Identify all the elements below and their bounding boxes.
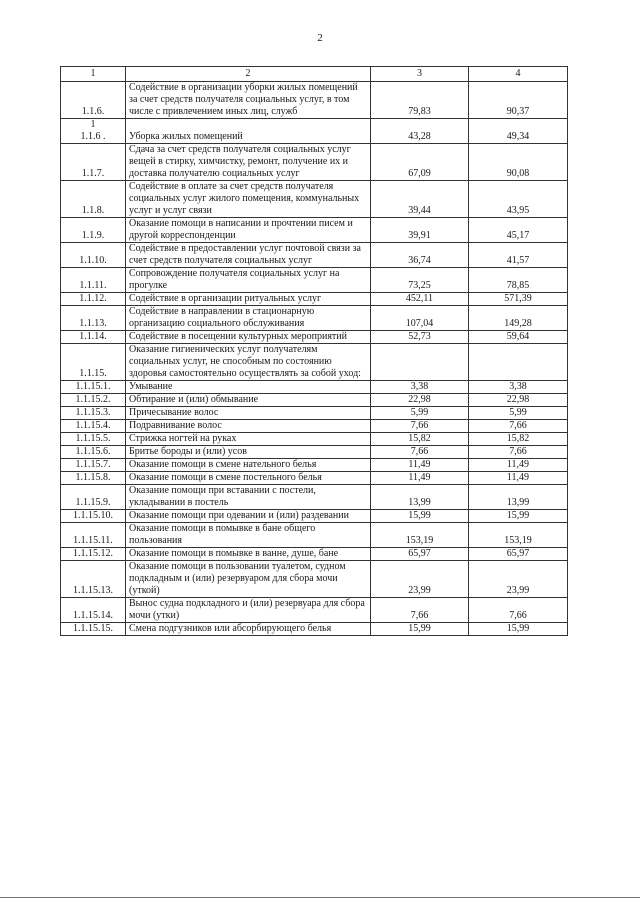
service-name: Смена подгузников или абсорбирующего белья [126, 623, 371, 636]
tariff-value-col-3: 22,98 [371, 394, 469, 407]
row-number: 1.1.15.13. [61, 561, 126, 598]
table-row [61, 485, 568, 510]
tariff-value-col-3: 7,66 [371, 420, 469, 433]
table-row [61, 144, 568, 181]
row-number [61, 119, 126, 144]
table-row [61, 344, 568, 381]
tariff-value-col-3: 3,38 [371, 381, 469, 394]
table-row [61, 433, 568, 446]
row-number: 1.1.15.10. [61, 510, 126, 523]
tariff-value-col-3: 36,74 [371, 243, 469, 268]
table-row [61, 420, 568, 433]
table-row [61, 381, 568, 394]
row-number: 1.1.6. [61, 82, 126, 119]
tariff-value-col-4: 90,37 [469, 82, 568, 119]
row-number: 1.1.7. [61, 144, 126, 181]
tariff-value-col-3: 15,99 [371, 623, 469, 636]
tariff-value-col-4: 15,99 [469, 510, 568, 523]
tariff-value-col-3: 39,91 [371, 218, 469, 243]
service-name: Уборка жилых помещений [126, 119, 371, 144]
tariff-value-col-4: 65,97 [469, 548, 568, 561]
service-name: Оказание помощи в написании и прочтении писем и другой корреспонденции [126, 218, 371, 243]
service-name: Оказание помощи при одевании и (или) раздевании [126, 510, 371, 523]
service-name: Умывание [126, 381, 371, 394]
row-number: 1.1.15.9. [61, 485, 126, 510]
tariff-value-col-3: 153,19 [371, 523, 469, 548]
service-name: Стрижка ногтей на руках [126, 433, 371, 446]
row-number: 1.1.15.15. [61, 623, 126, 636]
bottom-rule [0, 897, 640, 898]
service-name: Сопровождение получателя социальных услуг на прогулке [126, 268, 371, 293]
tariff-value-col-3: 452,11 [371, 293, 469, 306]
tariff-value-col-3: 73,25 [371, 268, 469, 293]
service-name: Оказание помощи в смене нательного белья [126, 459, 371, 472]
row-number: 1.1.13. [61, 306, 126, 331]
tariff-value-col-4: 23,99 [469, 561, 568, 598]
row-number: 1.1.15.7. [61, 459, 126, 472]
service-name: Сдача за счет средств получателя социальных услуг вещей в стирку, химчистку, ремонт, получение их и доставка получателю социальных услуг [126, 144, 371, 181]
tariff-value-col-4: 149,28 [469, 306, 568, 331]
tariff-value-col-3: 13,99 [371, 485, 469, 510]
service-name: Содействие в посещении культурных мероприятий [126, 331, 371, 344]
table-row [61, 407, 568, 420]
tariff-value-col-4 [469, 344, 568, 381]
header-col-2: 2 [126, 67, 371, 82]
tariff-value-col-4: 15,82 [469, 433, 568, 446]
tariff-table [60, 66, 568, 636]
service-name: Содействие в оплате за счет средств получателя социальных услуг жилого помещения, коммунальных услуг и услуг связи [126, 181, 371, 218]
table-row [61, 268, 568, 293]
row-number: 1.1.15.2. [61, 394, 126, 407]
tariff-value-col-3: 15,82 [371, 433, 469, 446]
row-number: 1.1.15.14. [61, 598, 126, 623]
service-name: Вынос судна подкладного и (или) резервуара для сбора мочи (утки) [126, 598, 371, 623]
tariff-value-col-4: 59,64 [469, 331, 568, 344]
service-name: Содействие в организации уборки жилых помещений за счет средств получателя социальных услуг, в том числе с привлечением иных лиц, служб [126, 82, 371, 119]
tariff-value-col-4: 49,34 [469, 119, 568, 144]
tariff-value-col-3: 11,49 [371, 459, 469, 472]
row-number: 1.1.15.6. [61, 446, 126, 459]
table-row [61, 548, 568, 561]
service-name: Подравнивание волос [126, 420, 371, 433]
table-row [61, 598, 568, 623]
tariff-value-col-4: 22,98 [469, 394, 568, 407]
table-row [61, 306, 568, 331]
tariff-value-col-3: 11,49 [371, 472, 469, 485]
service-name: Обтирание и (или) обмывание [126, 394, 371, 407]
table-row [61, 459, 568, 472]
table-row [61, 293, 568, 306]
row-number: 1.1.15.3. [61, 407, 126, 420]
tariff-value-col-4: 7,66 [469, 420, 568, 433]
header-col-4: 4 [469, 67, 568, 82]
table-row [61, 510, 568, 523]
table-row [61, 561, 568, 598]
row-number: 1.1.15.8. [61, 472, 126, 485]
tariff-value-col-4: 45,17 [469, 218, 568, 243]
table-row [61, 181, 568, 218]
tariff-value-col-4: 5,99 [469, 407, 568, 420]
table-row [61, 82, 568, 119]
row-number: 1.1.15.4. [61, 420, 126, 433]
service-name: Содействие в предоставлении услуг почтовой связи за счет средств получателя социальных услуг [126, 243, 371, 268]
table-row [61, 218, 568, 243]
service-name: Оказание помощи в пользовании туалетом, судном подкладным и (или) резервуаром для сбора мочи (уткой) [126, 561, 371, 598]
tariff-value-col-4: 7,66 [469, 598, 568, 623]
table-row [61, 623, 568, 636]
table-row [61, 331, 568, 344]
tariff-value-col-4: 41,57 [469, 243, 568, 268]
service-name: Содействие в направлении в стационарную организацию социального обслуживания [126, 306, 371, 331]
service-name: Причесывание волос [126, 407, 371, 420]
service-name: Оказание помощи при вставании с постели, укладывании в постель [126, 485, 371, 510]
row-number-line: 1.1.6 . [80, 131, 106, 142]
service-name: Оказание помощи в помывке в ванне, душе, бане [126, 548, 371, 561]
tariff-value-col-4: 90,08 [469, 144, 568, 181]
tariff-value-col-4: 7,66 [469, 446, 568, 459]
tariff-value-col-4: 153,19 [469, 523, 568, 548]
tariff-value-col-4: 11,49 [469, 459, 568, 472]
row-number: 1.1.15.1. [61, 381, 126, 394]
service-name: Оказание помощи в помывке в бане общего пользования [126, 523, 371, 548]
table-row [61, 394, 568, 407]
tariff-value-col-3: 15,99 [371, 510, 469, 523]
row-number: 1.1.9. [61, 218, 126, 243]
tariff-value-col-3: 67,09 [371, 144, 469, 181]
table-row [61, 446, 568, 459]
tariff-value-col-4: 3,38 [469, 381, 568, 394]
tariff-value-col-4: 43,95 [469, 181, 568, 218]
tariff-value-col-4: 78,85 [469, 268, 568, 293]
tariff-value-col-3: 79,83 [371, 82, 469, 119]
table-row [61, 472, 568, 485]
row-number: 1.1.15.12. [61, 548, 126, 561]
service-name: Оказание гигиенических услуг получателям социальных услуг, не способным по состоянию здоровья самостоятельно осуществлять за собой уход: [126, 344, 371, 381]
tariff-value-col-3: 7,66 [371, 446, 469, 459]
row-number: 1.1.12. [61, 293, 126, 306]
tariff-value-col-4: 13,99 [469, 485, 568, 510]
table-row [61, 243, 568, 268]
row-number: 1.1.8. [61, 181, 126, 218]
header-col-3: 3 [371, 67, 469, 82]
service-name: Оказание помощи в смене постельного белья [126, 472, 371, 485]
table-row [61, 119, 568, 144]
tariff-value-col-4: 571,39 [469, 293, 568, 306]
tariff-value-col-3: 52,73 [371, 331, 469, 344]
header-col-1: 1 [61, 67, 126, 82]
row-number-line: 1 [90, 119, 96, 130]
service-name: Содействие в организации ритуальных услуг [126, 293, 371, 306]
tariff-value-col-3 [371, 344, 469, 381]
tariff-value-col-4: 11,49 [469, 472, 568, 485]
tariff-value-col-3: 7,66 [371, 598, 469, 623]
tariff-table-body [61, 67, 568, 636]
row-number: 1.1.15. [61, 344, 126, 381]
row-number: 1.1.11. [61, 268, 126, 293]
tariff-value-col-4: 15,99 [469, 623, 568, 636]
row-number: 1.1.10. [61, 243, 126, 268]
service-name: Бритье бороды и (или) усов [126, 446, 371, 459]
tariff-value-col-3: 39,44 [371, 181, 469, 218]
row-number: 1.1.14. [61, 331, 126, 344]
row-number: 1.1.15.5. [61, 433, 126, 446]
table-header-row [61, 67, 568, 82]
tariff-value-col-3: 65,97 [371, 548, 469, 561]
tariff-value-col-3: 43,28 [371, 119, 469, 144]
tariff-value-col-3: 23,99 [371, 561, 469, 598]
table-row [61, 523, 568, 548]
row-number: 1.1.15.11. [61, 523, 126, 548]
tariff-value-col-3: 107,04 [371, 306, 469, 331]
tariff-value-col-3: 5,99 [371, 407, 469, 420]
page-number: 2 [317, 32, 323, 44]
